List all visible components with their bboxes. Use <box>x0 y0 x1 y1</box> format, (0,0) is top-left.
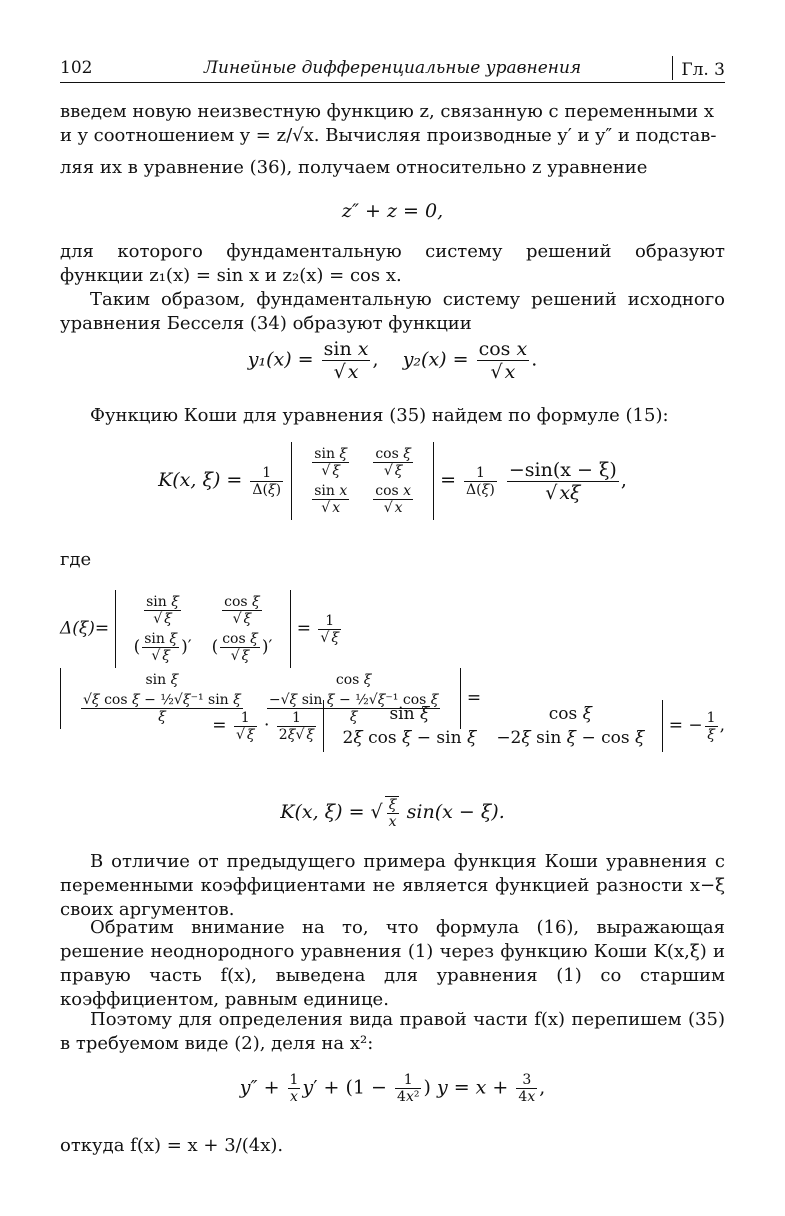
paragraph-9: откуда f(x) = x + 3/(4x). <box>60 1135 284 1156</box>
paragraph-8: Поэтому для определения вида правой части f(x) перепишем (35) в требуемом виде (2), деля на x²: <box>60 1009 725 1054</box>
paragraph-1 <box>60 100 725 180</box>
book-page <box>60 0 725 1216</box>
paragraph-2: для которого фундаментальную систему решений образуют функции z₁(x) = sin x и z₂(x) = cos x. <box>60 241 725 286</box>
page-header <box>60 56 725 83</box>
running-title: Линейные дифференциальные уравнения <box>203 58 582 78</box>
paragraph-5: где <box>60 549 92 570</box>
p1-line-1: введем новую неизвестную функцию z, связанную с переменными x <box>60 101 714 122</box>
equation-wronskian-result: = $\frac{1}{√ \xi}$ · $\frac{1}{2\xi√ \xi}$ sin ξ cos ξ 2ξ cos ξ − sin ξ −2ξ sin ξ − cos ξ = − $\frac{1}{\xi}$ , <box>60 700 725 752</box>
paragraph-6: В отличие от предыдущего примера функция Коши уравнения с переменными коэффициентами не является функцией разности x−ξ своих аргументов. <box>60 851 725 920</box>
paragraph-7: Обратим внимание на то, что формула (16), выражающая решение неоднородного уравнения (1) через функцию Коши K(x,ξ) и правую часть f(x), выведена для уравнения (1) со старшим коэффициентом, равным единице. <box>60 917 725 1010</box>
paragraph-4: Функцию Коши для уравнения (35) найдем по формуле (15): <box>90 405 669 426</box>
equation-wronskian: Δ(ξ)= $\frac{\text{sin ξ}}{√ \xi}$ $\frac{\text{cos ξ}}{√ \xi}$ ( $\frac{\text{sin ξ}}{√ \xi}$ )′ ( $\frac{\text{cos ξ}}{√ \xi}$ )′ = $\frac{1}{√ \xi}$ sin ξ cos ξ $\frac{\text{√ξ cos ξ − ½√ξ⁻¹ sin ξ}}{\xi}$ $\frac{\text{−√ξ sin ξ − ½√ξ⁻¹ cos ξ}}{\xi}$ = <box>60 590 725 729</box>
equation-normalized: y″ + $\frac{1}{x}$ y′ + (1 − $\frac{1}{\text{4x²}}$ ) y = x + $\frac{3}{4x}$ , <box>239 1072 546 1105</box>
equation-z: z″ + z = 0, <box>341 200 444 222</box>
p1-line-2: и y соотношением y = z/√x. Вычисляя производные y′ и y″ и подстав- <box>60 125 717 146</box>
chapter-label: Гл. 3 <box>672 56 725 80</box>
equation-fundamental-system: y₁(x) = $\frac{\text{sin x}}{√ x}$ , y₂(x) = $\frac{\text{cos x}}{√ x}$ . <box>247 338 538 383</box>
page-number: 102 <box>60 58 93 78</box>
p1-line-3: ляя их в уравнение (36), получаем относительно z уравнение <box>60 157 648 178</box>
equation-cauchy-function: K(x, ξ) = $\frac{1}{\Delta(\xi)}$ $\frac{\text{sin ξ}}{√ \xi}$ $\frac{\text{cos ξ}}{√ \xi}$ $\frac{\text{sin x}}{√ x}$ $\frac{\text{cos x}}{√ x}$ = $\frac{1}{\Delta(\xi)}$ $\frac{-\sin(x - \xi)}{√ x\xi}$ , <box>60 442 725 520</box>
paragraph-3: Таким образом, фундаментальную систему решений исходного уравнения Бесселя (34) образуют функции <box>60 289 725 334</box>
equation-cauchy-final: K(x, ξ) = √ $\frac{\xi}{x}$ sin(x − ξ). <box>280 797 505 830</box>
determinant-cauchy: $\frac{\text{sin ξ}}{√ \xi}$ $\frac{\text{cos ξ}}{√ \xi}$ $\frac{\text{sin x}}{√ x}$ $\frac{\text{cos x}}{√ x}$ <box>291 442 434 520</box>
